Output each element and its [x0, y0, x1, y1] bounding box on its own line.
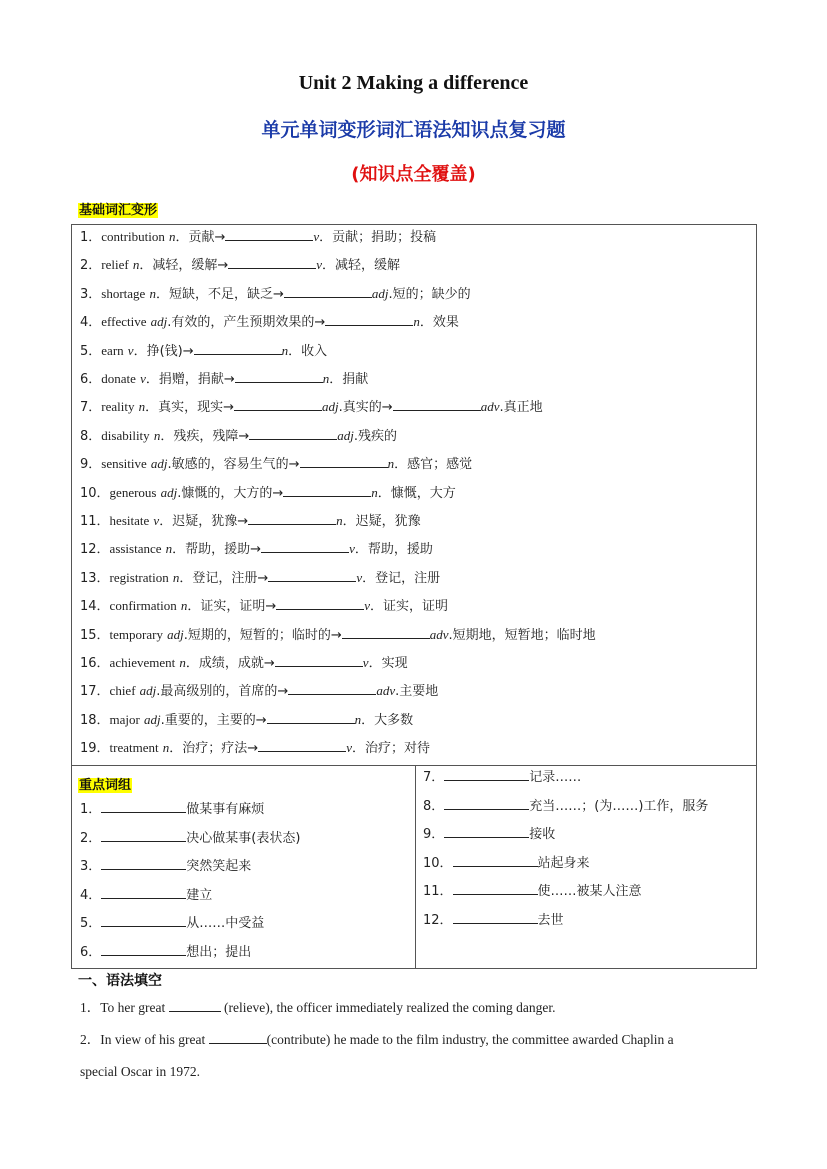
vocab-word: registration: [109, 569, 169, 585]
phrase-row: [423, 880, 642, 900]
vocab-pos-target: n: [354, 711, 362, 727]
vocab-blank[interactable]: [228, 254, 316, 269]
vocab-word: shortage: [101, 285, 146, 301]
phrase-number: 9．: [423, 827, 445, 842]
vocab-row: [80, 453, 472, 473]
vocab-word: sensitive: [101, 456, 147, 472]
vocab-row: [80, 254, 400, 274]
phrase-meaning: 做某事有麻烦: [186, 802, 265, 817]
phrase-number: 2．: [80, 830, 102, 846]
phrase-blank[interactable]: [101, 827, 186, 842]
vocab-row: [80, 425, 397, 445]
phrase-meaning: 突然笑起来: [186, 859, 252, 874]
question-2-suffix: (contribute) he made to the film industry, the committee awarded Chaplin a: [266, 1032, 674, 1047]
phrase-blank[interactable]: [444, 795, 529, 810]
vocab-word: disability: [101, 427, 150, 443]
vocab-meaning-target: ．证实，证明: [370, 599, 449, 615]
vocab-pos-target: adv: [429, 626, 449, 642]
phrase-blank[interactable]: [101, 912, 186, 927]
vocab-number: 4．: [80, 315, 102, 331]
vocab-meaning-target: ．帮助，援助: [354, 542, 433, 558]
vocab-meaning: ．挣(钱)→: [133, 343, 194, 359]
phrase-number: 10．: [423, 855, 453, 871]
vocab-meaning-target-2: .真正地: [499, 400, 543, 416]
phrase-meaning: 站起身来: [537, 855, 590, 871]
vocab-row: [80, 510, 421, 530]
vocab-section-label-text: 基础词汇变形: [79, 203, 158, 218]
vocab-row: [80, 652, 408, 672]
vocab-row: [80, 709, 413, 729]
vocab-number: 18．: [80, 712, 110, 728]
vocab-meaning-target: ．大多数: [361, 712, 414, 728]
question-1-prefix: To her great: [100, 1000, 166, 1015]
phrase-meaning: 使……被某人注意: [537, 884, 642, 899]
vocab-pos: v: [127, 342, 134, 358]
vocab-meaning: ．减轻，缓解→: [139, 258, 229, 274]
vocab-word: major: [109, 711, 140, 727]
vocab-word: reality: [101, 399, 135, 415]
vocab-word: confirmation: [109, 598, 177, 614]
phrase-blank[interactable]: [101, 941, 186, 956]
vocab-meaning: ．帮助，援助→: [172, 542, 262, 558]
phrase-number: 6．: [80, 944, 102, 960]
phrase-blank[interactable]: [444, 823, 529, 838]
phrase-blank[interactable]: [453, 852, 538, 867]
vocab-blank[interactable]: [248, 510, 336, 525]
vocab-number: 8．: [80, 428, 102, 444]
phrase-blank[interactable]: [453, 880, 538, 895]
phrase-row: [80, 941, 251, 961]
vocab-row: [80, 396, 543, 416]
question-2: [80, 1029, 674, 1050]
vocab-pos: v: [153, 513, 160, 528]
vocab-blank[interactable]: [225, 226, 313, 241]
phrase-meaning: 充当……；(为……)工作，服务: [529, 798, 709, 814]
vocab-blank[interactable]: [284, 283, 372, 298]
vocab-pos-target: n: [336, 513, 343, 528]
vocab-pos-target: v: [364, 598, 371, 614]
question-2-prefix: In view of his great: [100, 1032, 206, 1047]
question-1-blank[interactable]: [169, 997, 221, 1012]
vocab-meaning: ．治疗；疗法→: [169, 741, 259, 757]
phrase-row: [423, 823, 555, 843]
vocab-word: temporary: [109, 626, 163, 642]
vocab-number: 16．: [80, 656, 110, 671]
vocab-meaning-target: ．治疗；对待: [351, 741, 430, 757]
vocab-meaning: .重要的，主要的→: [160, 712, 267, 728]
vocab-pos: n: [162, 740, 170, 756]
vocab-meaning-target: .真实的→: [338, 400, 393, 416]
phrase-row: [80, 912, 264, 932]
vocab-pos-target: v: [313, 229, 320, 244]
vocab-meaning: .敏感的，容易生气的→: [167, 457, 300, 473]
phrase-row: [423, 795, 708, 815]
phrase-blank[interactable]: [101, 884, 186, 899]
phrase-row: [80, 884, 212, 904]
vocab-meaning: .有效的，产生预期效果的→: [167, 315, 326, 331]
vocab-number: 5．: [80, 343, 102, 359]
vocab-word: earn: [101, 342, 124, 358]
phrase-table: [71, 765, 757, 969]
vocab-pos: n: [179, 655, 186, 670]
phrase-row: [423, 909, 564, 929]
vocab-number: 6．: [80, 372, 102, 387]
vocab-meaning: .最高级别的，首席的→: [156, 684, 289, 700]
vocab-pos-target: n: [281, 342, 289, 358]
vocab-number: 17．: [80, 684, 110, 700]
vocab-meaning: ．短缺，不足，缺乏→: [155, 286, 284, 302]
vocab-blank[interactable]: [342, 624, 430, 639]
vocab-pos-target: v: [362, 655, 369, 670]
vocab-meaning-target: .残疾的: [353, 428, 397, 444]
vocab-meaning: ．贡献→: [175, 230, 226, 245]
vocab-number: 2．: [80, 258, 102, 274]
vocab-blank[interactable]: [275, 652, 363, 667]
vocab-blank[interactable]: [194, 340, 282, 355]
vocab-pos: n: [149, 285, 156, 301]
question-2-number: 2．: [80, 1032, 101, 1047]
vocab-meaning-target: ．贡献；捐助；投稿: [319, 230, 437, 245]
phrase-meaning: 从……中受益: [186, 916, 265, 931]
vocab-word: hesitate: [109, 513, 150, 528]
phrase-number: 1．: [80, 802, 102, 817]
phrase-blank[interactable]: [101, 855, 186, 870]
vocab-blank[interactable]: [234, 396, 322, 411]
vocab-number: 14．: [80, 599, 110, 615]
document-subtitle: 单元单词变形词汇语法知识点复习题: [261, 119, 566, 141]
vocab-blank-2[interactable]: [393, 396, 481, 411]
vocab-row: [80, 567, 440, 587]
vocab-meaning-target: ．登记，注册: [362, 570, 441, 586]
vocab-pos-target: adj: [371, 285, 389, 301]
vocab-word: achievement: [109, 655, 176, 670]
phrase-meaning: 记录……: [529, 770, 582, 785]
phrase-number: 3．: [80, 859, 102, 874]
vocab-pos-target: v: [346, 740, 352, 756]
vocab-number: 13．: [80, 570, 110, 586]
vocab-word: relief: [101, 257, 129, 273]
vocab-pos-target: n: [413, 314, 420, 330]
document-title: Unit 2 Making a difference: [298, 72, 529, 94]
vocab-pos: adj: [160, 484, 178, 500]
vocab-meaning: ．证实，证明→: [187, 599, 277, 615]
vocab-meaning-target: ．实现: [368, 656, 408, 671]
vocab-meaning-target: .短的；缺少的: [388, 286, 471, 302]
vocab-meaning-target: .短期地，短暂地；临时地: [448, 627, 596, 643]
vocab-number: 19．: [80, 741, 110, 757]
vocab-pos: n: [132, 257, 140, 273]
phrase-number: 8．: [423, 798, 445, 814]
vocab-row: [80, 340, 327, 360]
vocab-row: [80, 226, 436, 246]
question-2-blank[interactable]: [209, 1029, 267, 1044]
vocab-pos-target: n: [387, 456, 395, 472]
phrase-meaning: 决心做某事(表状态): [186, 830, 301, 846]
vocab-blank[interactable]: [325, 311, 413, 326]
phrase-number: 7．: [423, 770, 445, 785]
vocab-pos: adj: [139, 683, 157, 699]
vocab-row: [80, 624, 596, 644]
question-1: [80, 997, 556, 1018]
vocab-number: 3．: [80, 286, 102, 302]
phrase-blank[interactable]: [453, 909, 538, 924]
phrase-number: 5．: [80, 916, 102, 931]
vocab-row: [80, 368, 368, 388]
vocab-word: contribution: [101, 229, 165, 244]
vocab-word: chief: [109, 683, 136, 699]
vocab-row: [80, 311, 459, 331]
vocab-meaning-target: ．效果: [419, 315, 459, 331]
question-1-number: 1．: [80, 1000, 101, 1015]
vocab-pos: n: [168, 229, 176, 244]
phrase-row: [80, 798, 264, 818]
vocab-pos-target: n: [322, 371, 330, 386]
vocab-table: [71, 224, 757, 766]
phrase-row: [80, 827, 300, 847]
vocab-blank[interactable]: [235, 368, 323, 383]
vocab-row: [80, 482, 456, 502]
vocab-pos: n: [138, 399, 146, 415]
grammar-heading: 一、语法填空: [78, 973, 162, 989]
vocab-blank[interactable]: [283, 482, 371, 497]
vocab-number: 12．: [80, 542, 110, 558]
phrase-blank[interactable]: [101, 798, 186, 813]
phrase-row: [80, 855, 251, 875]
vocab-pos: v: [140, 371, 146, 386]
vocab-meaning-target: .主要地: [395, 684, 439, 700]
phrase-number: 11．: [423, 884, 453, 899]
vocab-row: [80, 595, 448, 615]
vocab-pos-target: v: [356, 569, 363, 585]
vocab-meaning-target: ．收入: [288, 343, 328, 359]
vocab-pos: adj: [150, 456, 168, 472]
vocab-blank[interactable]: [288, 680, 376, 695]
vocab-section-label: [78, 199, 158, 219]
vocab-blank[interactable]: [249, 425, 337, 440]
vocab-meaning: .慷慨的，大方的→: [177, 485, 284, 501]
vocab-word: assistance: [109, 541, 162, 557]
vocab-number: 11．: [80, 514, 110, 529]
vocab-meaning: ．真实，现实→: [145, 400, 235, 416]
vocab-pos-target: n: [371, 484, 378, 500]
vocab-pos-target-2: adv: [480, 399, 500, 415]
vocab-pos-target: adv: [376, 683, 396, 699]
vocab-pos: adj: [144, 711, 161, 727]
vocab-word: treatment: [109, 740, 159, 756]
phrase-number: 12．: [423, 912, 453, 928]
vocab-pos: n: [172, 569, 180, 585]
vocab-meaning-target: ．捐献: [329, 372, 369, 387]
vocab-pos-target: v: [316, 257, 323, 273]
phrase-row: [423, 766, 581, 786]
vocab-pos: n: [180, 598, 188, 614]
vocab-blank[interactable]: [258, 737, 346, 752]
vocab-word: generous: [109, 484, 157, 500]
vocab-meaning: ．残疾，残障→: [160, 428, 250, 444]
vocab-meaning: ．捐赠，捐献→: [145, 372, 235, 387]
vocab-pos: n: [153, 427, 161, 443]
phrase-meaning: 想出；提出: [186, 944, 252, 960]
vocab-word: donate: [101, 371, 136, 386]
phrase-section-label: [78, 774, 132, 794]
phrase-table-divider: [415, 766, 416, 968]
phrase-number: 4．: [80, 887, 102, 903]
vocab-meaning-target: ．减轻，缓解: [322, 258, 401, 274]
vocab-blank[interactable]: [267, 709, 355, 724]
vocab-word: effective: [101, 314, 147, 330]
vocab-row: [80, 538, 433, 558]
vocab-blank[interactable]: [276, 595, 364, 610]
vocab-number: 9．: [80, 457, 102, 473]
vocab-row: [80, 680, 438, 700]
vocab-pos: adj: [150, 314, 168, 330]
vocab-meaning: ．成绩，成就→: [185, 656, 275, 671]
vocab-pos-target: adj: [337, 427, 354, 443]
vocab-meaning: .短期的，短暂的；临时的→: [183, 627, 342, 643]
coverage-note: (知识点全覆盖): [351, 164, 476, 185]
vocab-row: [80, 283, 471, 303]
phrase-blank[interactable]: [444, 766, 529, 781]
phrase-meaning: 去世: [537, 912, 564, 928]
vocab-number: 15．: [80, 627, 110, 643]
phrase-meaning: 建立: [186, 887, 213, 903]
vocab-meaning: ．登记，注册→: [179, 570, 269, 586]
vocab-blank[interactable]: [268, 567, 356, 582]
phrase-row: [423, 852, 590, 872]
phrase-meaning: 接收: [529, 827, 556, 842]
question-2-continued: special Oscar in 1972.: [80, 1064, 200, 1079]
vocab-meaning-target: ．感官；感觉: [394, 457, 473, 473]
question-1-suffix: (relieve), the officer immediately realized the coming danger.: [224, 1000, 556, 1015]
phrase-section-label-text: 重点词组: [79, 778, 132, 793]
vocab-pos: n: [165, 541, 173, 557]
vocab-meaning: ．迟疑，犹豫→: [159, 514, 249, 529]
vocab-pos: adj: [167, 626, 184, 642]
vocab-blank[interactable]: [300, 453, 388, 468]
vocab-number: 7．: [80, 400, 102, 416]
vocab-meaning-target: ．迟疑，犹豫: [342, 514, 421, 529]
vocab-row: [80, 737, 430, 757]
vocab-number: 1．: [80, 230, 102, 245]
vocab-number: 10．: [80, 485, 110, 501]
vocab-pos-target: v: [349, 541, 355, 557]
vocab-meaning-target: ．慷慨，大方: [377, 485, 456, 501]
vocab-pos-target: adj: [322, 399, 339, 415]
vocab-blank[interactable]: [261, 538, 349, 553]
